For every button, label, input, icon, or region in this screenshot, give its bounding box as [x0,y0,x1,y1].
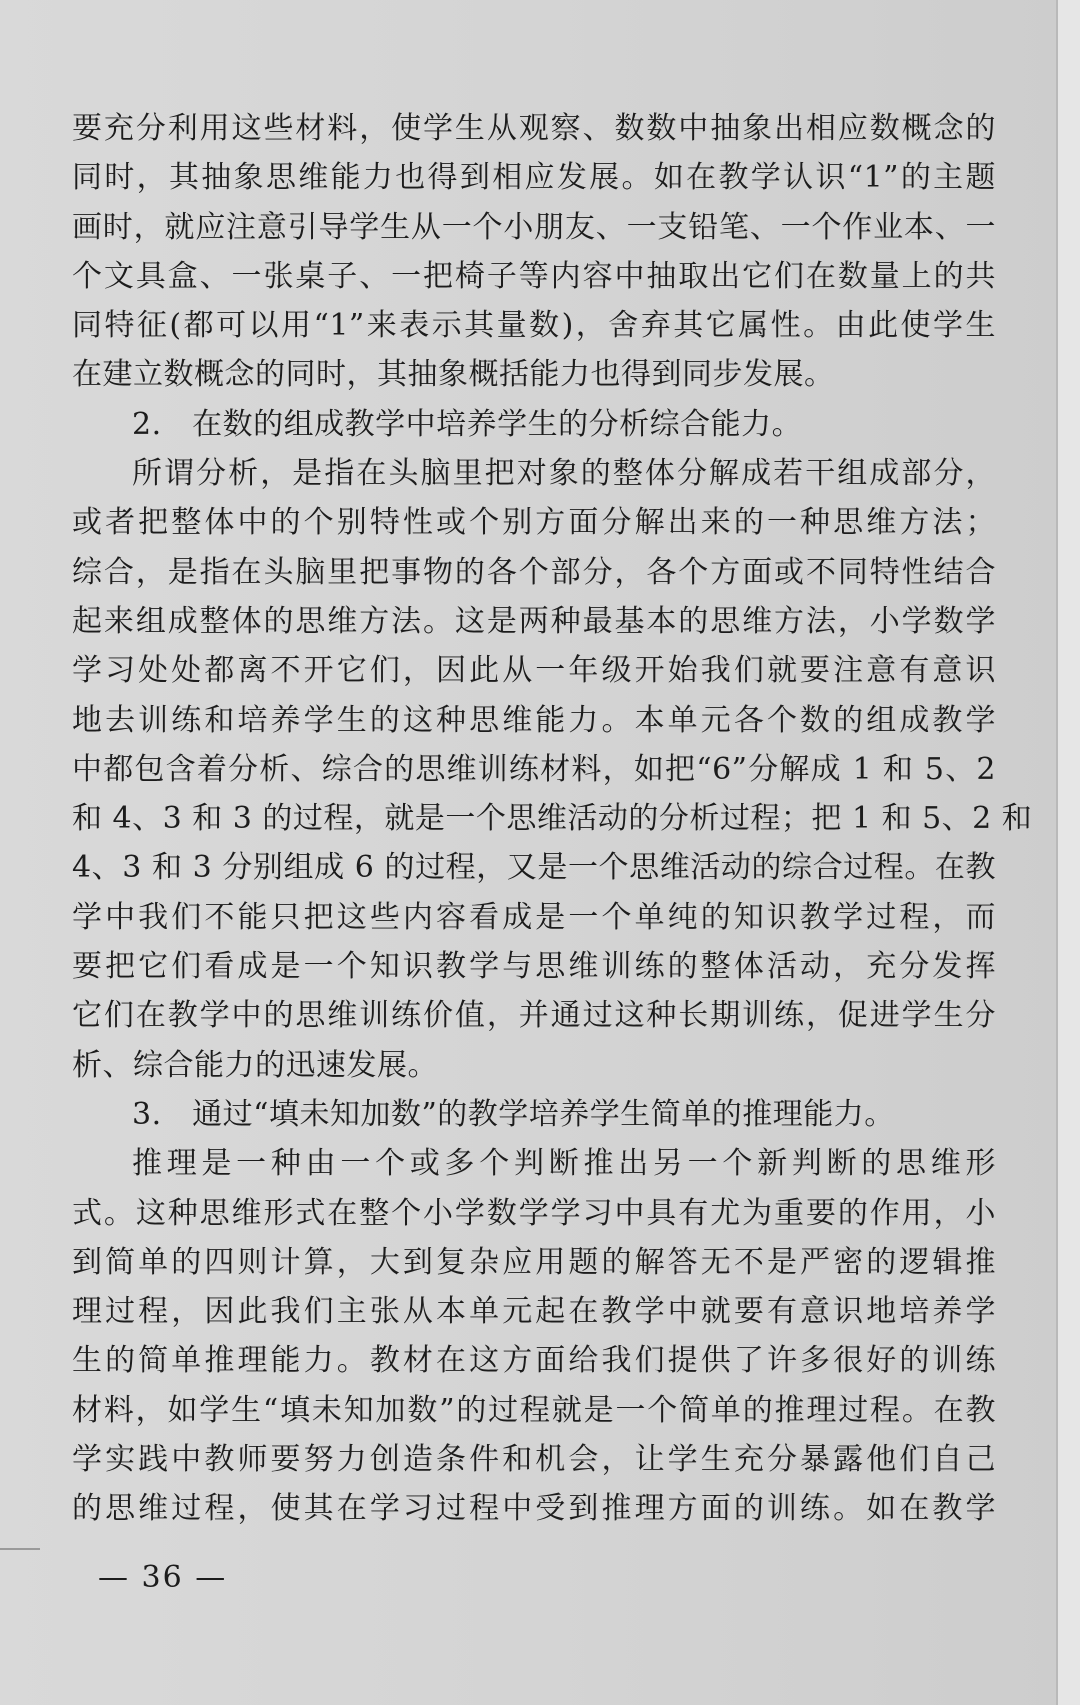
text-line: 或者把整体中的个别特性或个别方面分解出来的一种思维方法； [72,505,996,541]
text-line: 要充分利用这些材料，使学生从观察、数数中抽象出相应数概念的 [72,111,996,146]
text-line: 所谓分析，是指在头脑里把对象的整体分解成若干组成部分， [132,456,996,492]
text-line: 的思维过程，使其在学习过程中受到推理方面的训练。如在教学 [72,1491,996,1527]
text-line: 同特征(都可以用“1”来表示其量数)，舍弃其它属性。由此使学生 [72,308,996,344]
text-line: 理过程，因此我们主张从本单元起在教学中就要有意识地培养学 [72,1294,996,1330]
section-heading: 3. 通过“填未知加数”的教学培养学生简单的推理能力。 [132,1096,895,1132]
text-line: 生的简单推理能力。教材在这方面给我们提供了许多很好的训练 [72,1343,996,1379]
text-line: 学习处处都离不开它们，因此从一年级开始我们就要注意有意识 [72,653,996,689]
text-line: 析、综合能力的迅速发展。 [72,1047,438,1083]
text-line: 地去训练和培养学生的这种思维能力。本单元各个数的组成教学 [72,702,996,738]
text-line: 到简单的四则计算，大到复杂应用题的解答无不是严密的逻辑推 [72,1244,996,1280]
text-line: 学实践中教师要努力创造条件和机会，让学生充分暴露他们自己 [72,1442,996,1478]
page-number: — 36 — [98,1560,228,1595]
text-line: 画时，就应注意引导学生从一个小朋友、一支铅笔、一个作业本、一 [72,209,996,245]
text-line: 材料，如学生“填未知加数”的过程就是一个简单的推理过程。在教 [72,1392,996,1428]
page-edge [1056,0,1080,1705]
section-heading: 2. 在数的组成教学中培养学生的分析综合能力。 [132,406,803,442]
text-line: 学中我们不能只把这些内容看成是一个单纯的知识教学过程，而 [72,899,996,935]
text-line: 综合，是指在头脑里把事物的各个部分，各个方面或不同特性结合 [72,554,996,590]
text-line: 同时，其抽象思维能力也得到相应发展。如在教学认识“1”的主题 [72,160,996,196]
text-line: 起来组成整体的思维方法。这是两种最基本的思维方法，小学数学 [72,603,996,639]
text-line: 它们在教学中的思维训练价值，并通过这种长期训练，促进学生分 [72,998,996,1034]
text-line: 个文具盒、一张桌子、一把椅子等内容中抽取出它们在数量上的共 [72,258,996,294]
text-line: 式。这种思维形式在整个小学数学学习中具有尤为重要的作用，小 [72,1195,996,1231]
text-line: 要把它们看成是一个知识教学与思维训练的整体活动，充分发挥 [72,949,996,985]
body-text [72,104,1033,1534]
text-line: 推理是一种由一个或多个判断推出另一个新判断的思维形 [132,1146,996,1182]
text-line: 在建立数概念的同时，其抽象概括能力也得到同步发展。 [72,357,835,393]
text-line: 中都包含着分析、综合的思维训练材料，如把“6”分解成 1 和 5、2 [72,751,996,787]
text-line: 和 4、3 和 3 的过程，就是一个思维活动的分析过程；把 1 和 5、2 和 [72,801,1033,837]
text-line: 4、3 和 3 分别组成 6 的过程，又是一个思维活动的综合过程。在教 [72,850,996,886]
margin-mark [0,1548,40,1550]
